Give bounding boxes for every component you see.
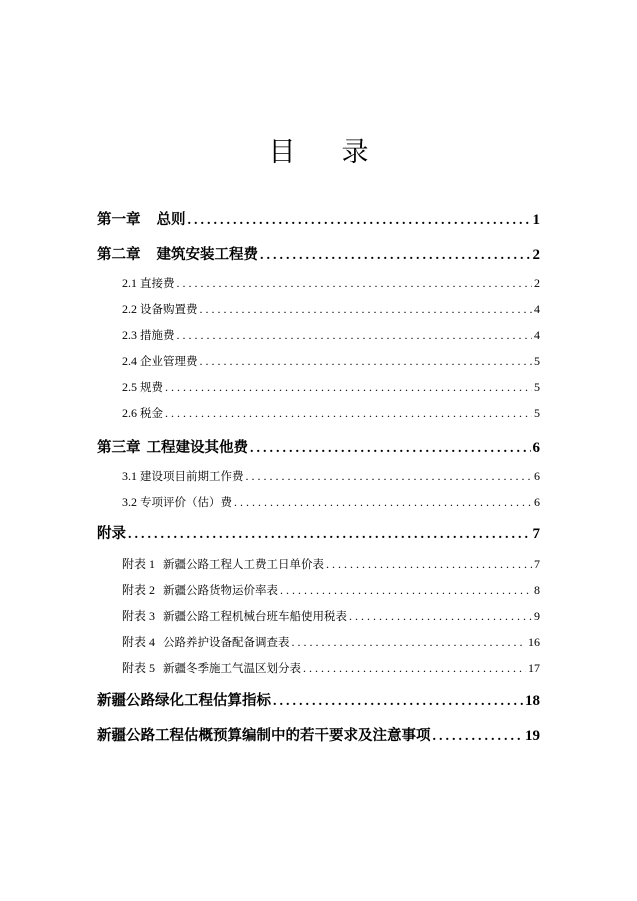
page-number: 8: [534, 583, 540, 597]
entry-title: 建筑安装工程费: [156, 247, 258, 263]
toc-entry-chapter-3[interactable]: [97, 436, 540, 457]
toc-entry-chapter-1[interactable]: [97, 208, 540, 229]
toc-entry-requirements[interactable]: [97, 724, 540, 745]
table-number: 附表 1: [122, 557, 156, 571]
toc-entry-appendix-table-4[interactable]: [122, 633, 540, 650]
toc-entry-appendix-table-3[interactable]: [122, 607, 540, 624]
entry-title: 专项评价（估）费: [140, 495, 232, 509]
table-number: 附表 4: [122, 635, 156, 649]
dot-leader: [165, 406, 532, 421]
page-number: 4: [534, 328, 540, 342]
entry-title: 新疆公路工程机械台班车船使用税表: [163, 609, 348, 623]
entry-title: 新疆冬季施工气温区划分表: [163, 661, 302, 675]
toc-entry-2-4[interactable]: [122, 353, 540, 369]
dot-leader: [303, 661, 526, 676]
toc-entry-appendix-table-5[interactable]: [122, 659, 540, 676]
section-number: 2.5: [122, 380, 137, 394]
page-number: 2: [534, 276, 540, 290]
toc-entry-3-2[interactable]: [122, 494, 540, 510]
entry-title: 公路养护设备配备调查表: [163, 635, 290, 649]
toc-entry-2-1[interactable]: [122, 275, 540, 291]
entry-title: 设备购置费: [140, 302, 198, 316]
entry-title: 新疆公路货物运价率表: [163, 583, 279, 597]
section-number: 2.3: [122, 328, 137, 342]
entry-title: 新疆公路工程人工费工日单价表: [163, 557, 325, 571]
table-number: 附表 5: [122, 661, 156, 675]
chapter-prefix: 第二章: [97, 247, 141, 263]
toc-entry-appendix-table-2[interactable]: [122, 581, 540, 598]
dot-leader: [326, 557, 532, 572]
entry-title: 规费: [140, 380, 163, 394]
page-number: 7: [534, 557, 540, 571]
toc-entry-appendix-table-1[interactable]: [122, 555, 540, 572]
chapter-prefix: 第三章: [97, 440, 141, 456]
dot-leader: [177, 328, 533, 343]
toc-entry-3-1[interactable]: [122, 468, 540, 484]
entry-title: 建设项目前期工作费: [140, 469, 244, 483]
page-title: [0, 130, 637, 169]
dot-leader: [200, 354, 533, 369]
entry-title: 企业管理费: [140, 354, 198, 368]
dot-leader: [234, 495, 532, 510]
toc-entry-greening-estimate[interactable]: [97, 689, 540, 710]
section-number: 3.1: [122, 469, 137, 483]
section-number: 2.1: [122, 276, 137, 290]
page-number: 6: [534, 495, 540, 509]
table-number: 附表 2: [122, 583, 156, 597]
page-title-char-2: 录: [341, 137, 369, 168]
page-number: 5: [534, 380, 540, 394]
dot-leader: [165, 380, 532, 395]
entry-title: 附录: [97, 526, 126, 542]
page-number: 1: [532, 212, 540, 228]
page-number: 5: [534, 406, 540, 420]
page-number: 18: [525, 693, 540, 709]
toc-entry-chapter-2[interactable]: [97, 243, 540, 264]
section-number: 3.2: [122, 495, 137, 509]
section-number: 2.4: [122, 354, 137, 368]
dot-leader: [188, 213, 531, 229]
page-number: 4: [534, 302, 540, 316]
page-title-char-1: 目: [268, 137, 296, 168]
dot-leader: [260, 248, 531, 264]
entry-title: 新疆公路绿化工程估算指标: [97, 693, 271, 709]
page-number: 6: [532, 440, 540, 456]
dot-leader: [128, 527, 531, 543]
dot-leader: [280, 583, 532, 598]
dot-leader: [349, 609, 532, 624]
table-number: 附表 3: [122, 609, 156, 623]
dot-leader: [177, 276, 533, 291]
toc-entry-2-6[interactable]: [122, 405, 540, 421]
entry-title: 税金: [140, 406, 163, 420]
entry-title: 直接费: [140, 276, 175, 290]
toc-entry-2-5[interactable]: [122, 379, 540, 395]
page-number: 16: [528, 635, 540, 649]
page-number: 9: [534, 609, 540, 623]
page-number: 2: [532, 247, 540, 263]
dot-leader: [250, 441, 531, 457]
dot-leader: [292, 635, 526, 650]
entry-title: 措施费: [140, 328, 175, 342]
section-number: 2.2: [122, 302, 137, 316]
chapter-prefix: 第一章: [97, 212, 141, 228]
entry-title: 总则: [156, 212, 186, 228]
toc-entry-2-3[interactable]: [122, 327, 540, 343]
section-number: 2.6: [122, 406, 137, 420]
page-number: 17: [528, 661, 540, 675]
toc-entry-appendix[interactable]: [97, 522, 540, 543]
dot-leader: [433, 729, 524, 745]
dot-leader: [273, 694, 523, 710]
page-number: 7: [532, 526, 540, 542]
toc-entry-2-2[interactable]: [122, 301, 540, 317]
dot-leader: [200, 302, 533, 317]
page-number: 5: [534, 354, 540, 368]
page-number: 6: [534, 469, 540, 483]
page-number: 19: [525, 728, 540, 744]
entry-title: 工程建设其他费: [146, 440, 248, 456]
entry-title: 新疆公路工程估概预算编制中的若干要求及注意事项: [97, 728, 431, 744]
dot-leader: [246, 469, 533, 484]
